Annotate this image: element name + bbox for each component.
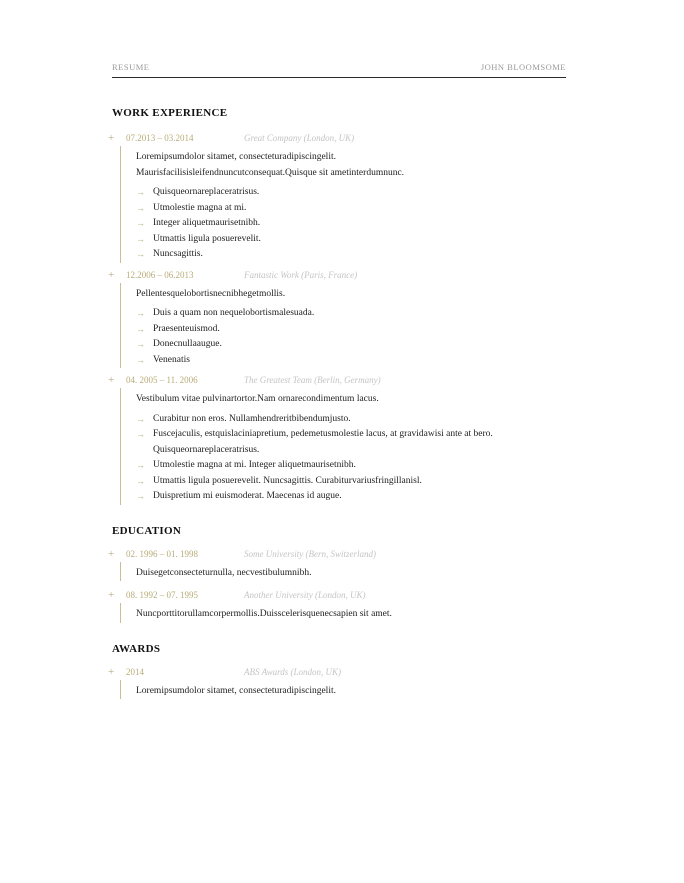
entry-description: Vestibulum vitae pulvinartortor.Nam ornarecondimentum lacus.: [136, 394, 379, 404]
arrow-right-icon: →: [136, 187, 145, 197]
education-entry: [108, 587, 566, 623]
entry-place: Fantastic Work (Paris, France): [244, 269, 358, 280]
list-item-text: Curabitur non eros. Nullamhendreritbibendumjusto.: [153, 413, 351, 424]
section-title-education: EDUCATION: [112, 524, 182, 537]
entry-description: Pellentesquelobortisnecnibhegetmollis.: [136, 288, 286, 299]
arrow-right-icon: →: [136, 202, 145, 213]
plus-icon: +: [108, 665, 115, 678]
entry-heading: [108, 546, 566, 562]
work-entry: [108, 267, 566, 369]
header-left-label: RESUME: [112, 62, 150, 72]
list-item-text: Utmattis ligula posuerevelit.: [153, 233, 261, 244]
entry-heading: [108, 664, 566, 680]
entry-description: Maurisfacilisisleifendnuncutconsequat.Quisque sit ametinterdumnunc.: [136, 167, 405, 178]
section-title-work: WORK EXPERIENCE: [112, 107, 228, 119]
list-item: [136, 489, 566, 505]
arrow-right-icon: →: [136, 323, 145, 334]
list-item: [136, 306, 566, 322]
plus-icon: +: [108, 132, 115, 144]
arrow-right-icon: →: [136, 354, 145, 365]
arrow-right-icon: →: [136, 413, 145, 424]
entry-body: [120, 388, 566, 505]
entry-body: [120, 603, 566, 623]
list-item-text: Fuscejaculis, estquislaciniapretium, pedemetusmolestie lacus, at gravidawisi ante at bero. Quisqueornareplaceratrisus.: [153, 429, 493, 455]
list-item: [136, 412, 566, 428]
entry-place: Another University (London, UK): [244, 590, 366, 600]
entry-description: Loremipsumdolor sitamet, consecteturadipiscingelit.: [136, 685, 336, 696]
resume-page: [108, 62, 566, 699]
list-item: [136, 337, 566, 353]
arrow-right-icon: →: [136, 308, 145, 318]
list-item-text: Duispretium mi euismoderat. Maecenas id augue.: [153, 491, 342, 501]
arrow-right-icon: →: [136, 475, 145, 486]
list-item-text: Venenatis: [153, 354, 190, 365]
entry-heading: [108, 267, 566, 283]
entry-description: Nuncporttitorullamcorpermollis.Duisscelerisquenecsapien sit amet.: [136, 609, 392, 619]
entry-date: 08. 1992 – 07. 1995: [126, 590, 198, 600]
entry-body: [120, 283, 566, 369]
entry-description: Loremipsumdolor sitamet, consecteturadipiscingelit.: [136, 152, 336, 162]
entry-date: 02. 1996 – 01. 1998: [126, 548, 198, 559]
entry-heading: [108, 372, 566, 388]
entry-body: [120, 562, 566, 582]
page-header: [112, 62, 566, 78]
plus-icon: +: [108, 268, 115, 281]
list-item-text: Integer aliquetmaurisetnibh.: [153, 218, 261, 228]
list-item-text: Nuncsagittis.: [153, 249, 203, 259]
list-item: [136, 427, 566, 458]
list-item-text: Quisqueornareplaceratrisus.: [153, 187, 260, 197]
plus-icon: +: [108, 589, 115, 601]
entry-date: 12.2006 – 06.2013: [126, 269, 194, 280]
entry-date: 2014: [126, 666, 144, 677]
list-item: [136, 353, 566, 369]
list-item-text: Utmolestie magna at mi. Integer aliquetmaurisetnibh.: [153, 460, 356, 470]
entry-body: [120, 146, 566, 263]
section-title-awards: AWARDS: [112, 642, 161, 655]
bullet-list: [136, 185, 566, 263]
list-item-text: Donecnullaaugue.: [153, 339, 222, 349]
education-entry: [108, 546, 566, 582]
award-entry: [108, 664, 566, 700]
list-item-text: Utmattis ligula posuerevelit. Nuncsagittis. Curabiturvariusfringillanisl.: [153, 475, 422, 486]
entry-place: Great Company (London, UK): [244, 133, 355, 143]
entry-place: Some University (Bern, Switzerland): [244, 548, 376, 559]
bullet-list: [136, 306, 566, 368]
list-item-text: Praesenteuismod.: [153, 323, 220, 334]
list-item: [136, 185, 566, 201]
entry-place: The Greatest Team (Berlin, Germany): [244, 375, 381, 385]
list-item: [136, 216, 566, 232]
list-item: [136, 247, 566, 263]
arrow-right-icon: →: [136, 218, 145, 228]
list-item: [136, 322, 566, 338]
arrow-right-icon: →: [136, 249, 145, 259]
list-item: [136, 458, 566, 474]
bullet-list: [136, 412, 566, 505]
entry-date: 04. 2005 – 11. 2006: [126, 375, 198, 385]
arrow-right-icon: →: [136, 460, 145, 470]
arrow-right-icon: →: [136, 429, 145, 439]
list-item-text: Utmolestie magna at mi.: [153, 202, 247, 213]
work-entry: [108, 372, 566, 505]
entry-date: 07.2013 – 03.2014: [126, 133, 194, 143]
arrow-right-icon: →: [136, 233, 145, 244]
entry-heading: [108, 587, 566, 603]
entry-place: ABS Awards (London, UK): [244, 666, 342, 677]
list-item: [136, 201, 566, 217]
arrow-right-icon: →: [136, 339, 145, 349]
list-item-text: Duis a quam non nequelobortismalesuada.: [153, 308, 315, 318]
plus-icon: +: [108, 547, 115, 560]
list-item: [136, 474, 566, 490]
entry-description: Duisegetconsecteturnulla, necvestibulumnibh.: [136, 567, 312, 578]
work-entry: [108, 130, 566, 263]
plus-icon: +: [108, 374, 115, 386]
entry-heading: [108, 130, 566, 146]
arrow-right-icon: →: [136, 491, 145, 501]
list-item: [136, 232, 566, 248]
header-right-name: JOHN BLOOMSOME: [480, 62, 566, 72]
entry-body: [120, 680, 566, 700]
